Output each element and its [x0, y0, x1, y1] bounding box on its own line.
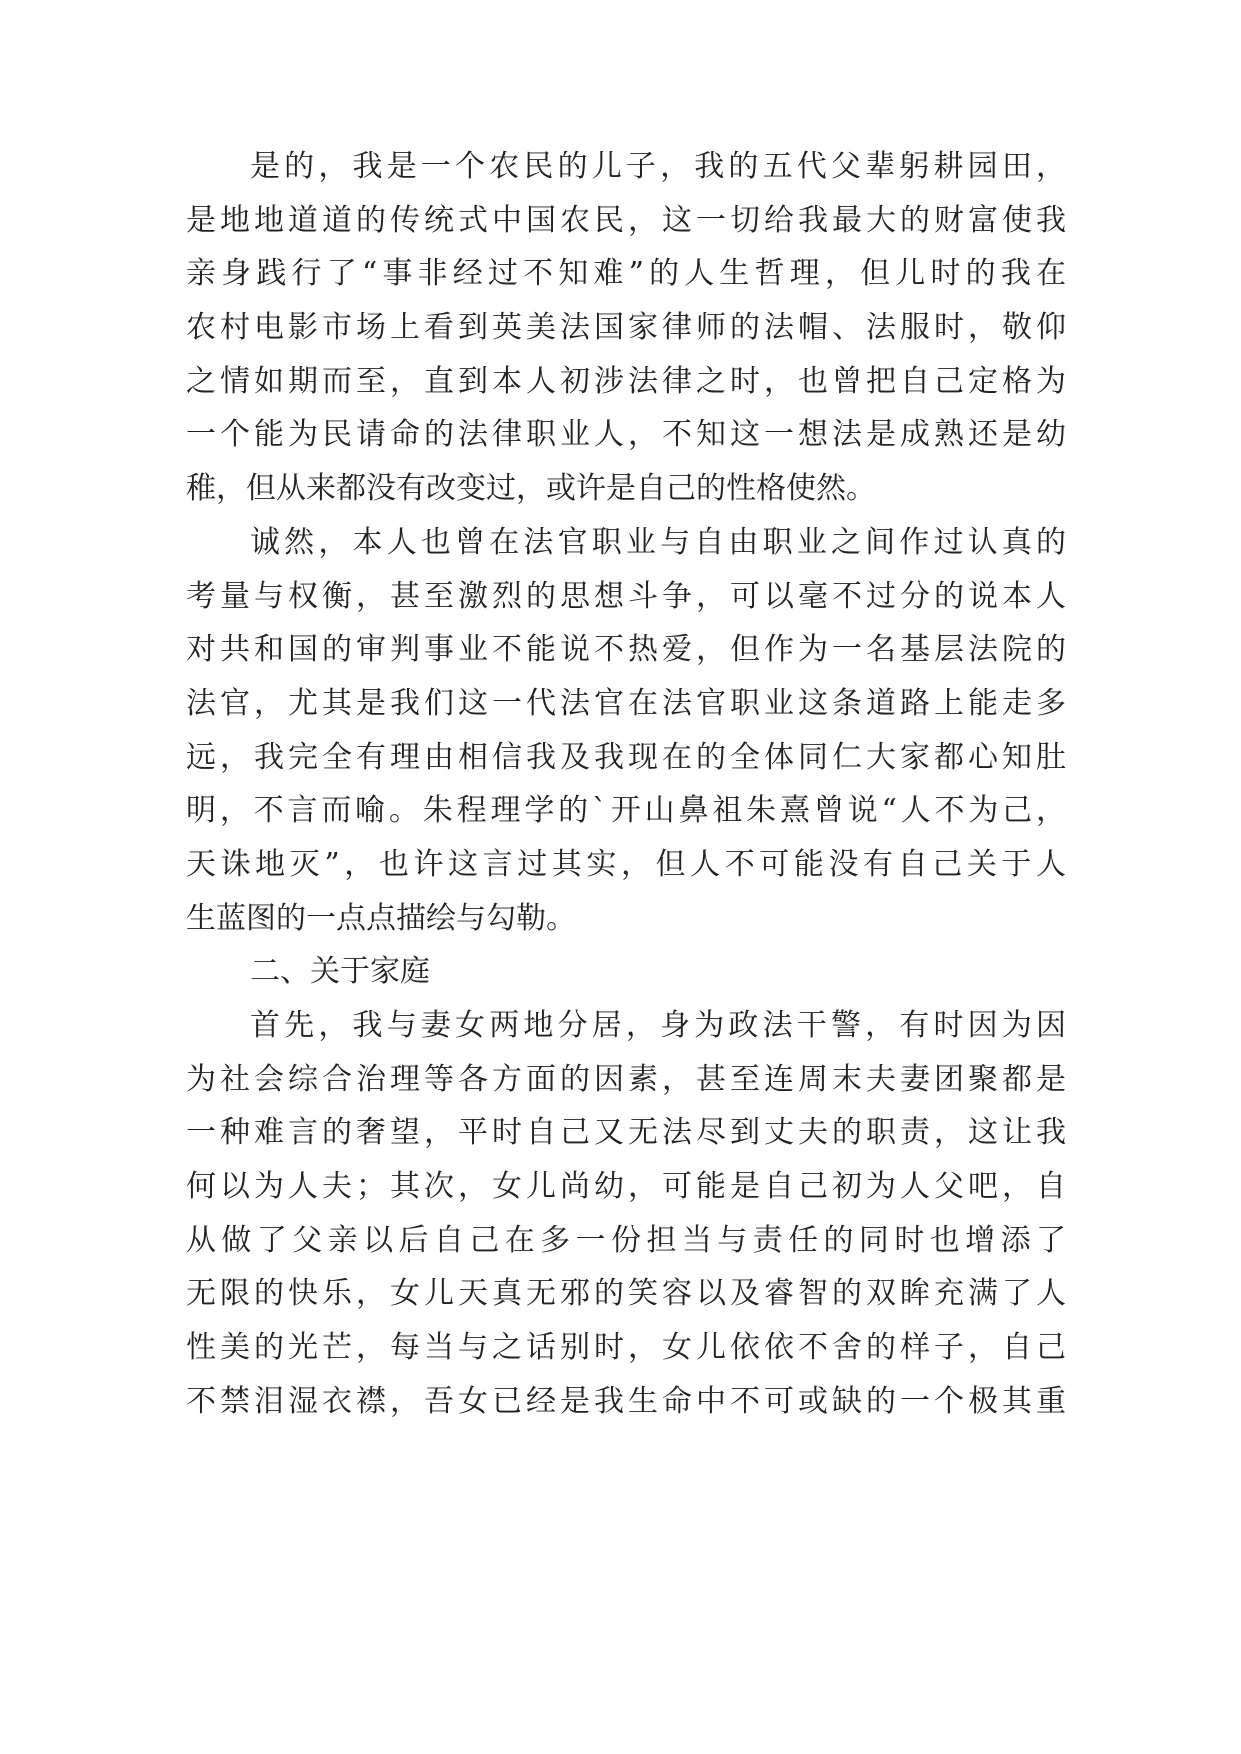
text-line: 生蓝图的一点点描绘与勾勒。 [186, 900, 576, 936]
text-line: 一种难言的奢望，平时自己又无法尽到丈夫的职责，这让我 [186, 1115, 1066, 1151]
text-line: 农村电影市场上看到英美法国家律师的法帽、法服时，敬仰 [186, 310, 1066, 346]
text-line: 为社会综合治理等各方面的因素，甚至连周末夫妻团聚都是 [186, 1061, 1066, 1097]
text-line: 不禁泪湿衣襟，吾女已经是我生命中不可或缺的一个极其重 [186, 1383, 1066, 1419]
text-line: 亲身践行了“事非经过不知难”的人生哲理，但儿时的我在 [186, 256, 1066, 292]
text-line: 法官，尤其是我们这一代法官在法官职业这条道路上能走多 [186, 685, 1066, 721]
text-line: 何以为人夫；其次，女儿尚幼，可能是自己初为人父吧，自 [186, 1169, 1066, 1205]
document-page [186, 140, 1066, 1429]
text-line: 远，我完全有理由相信我及我现在的全体同仁大家都心知肚 [186, 739, 1066, 775]
text-line: 诚然，本人也曾在法官职业与自由职业之间作过认真的 [250, 524, 1066, 560]
text-line: 一个能为民请命的法律职业人，不知这一想法是成熟还是幼 [186, 417, 1066, 453]
text-line: 从做了父亲以后自己在多一份担当与责任的同时也增添了 [186, 1222, 1066, 1258]
text-line: 稚，但从来都没有改变过，或许是自己的性格使然。 [186, 471, 876, 507]
text-line: 天诛地灭”，也许这言过其实，但人不可能没有自己关于人 [186, 846, 1066, 882]
text-line: 性美的光芒，每当与之话别时，女儿依依不舍的样子，自己 [186, 1330, 1066, 1366]
text-line: 无限的快乐，女儿天真无邪的笑容以及睿智的双眸充满了人 [186, 1276, 1066, 1312]
text-line: 首先，我与妻女两地分居，身为政法干警，有时因为因 [250, 1008, 1066, 1043]
text-line: 二、关于家庭 [250, 954, 430, 990]
text-line: 考量与权衡，甚至激烈的思想斗争，可以毫不过分的说本人 [186, 578, 1066, 614]
text-line: 是地地道道的传统式中国农民，这一切给我最大的财富使我 [186, 202, 1066, 238]
text-line: 之情如期而至，直到本人初涉法律之时，也曾把自己定格为 [186, 363, 1066, 399]
text-line: 明，不言而喻。朱程理学的`开山鼻祖朱熹曾说“人不为己， [186, 793, 1066, 829]
text-line: 对共和国的审判事业不能说不热爱，但作为一名基层法院的 [186, 632, 1066, 668]
text-line: 是的，我是一个农民的儿子，我的五代父辈躬耕园田， [250, 149, 1066, 184]
